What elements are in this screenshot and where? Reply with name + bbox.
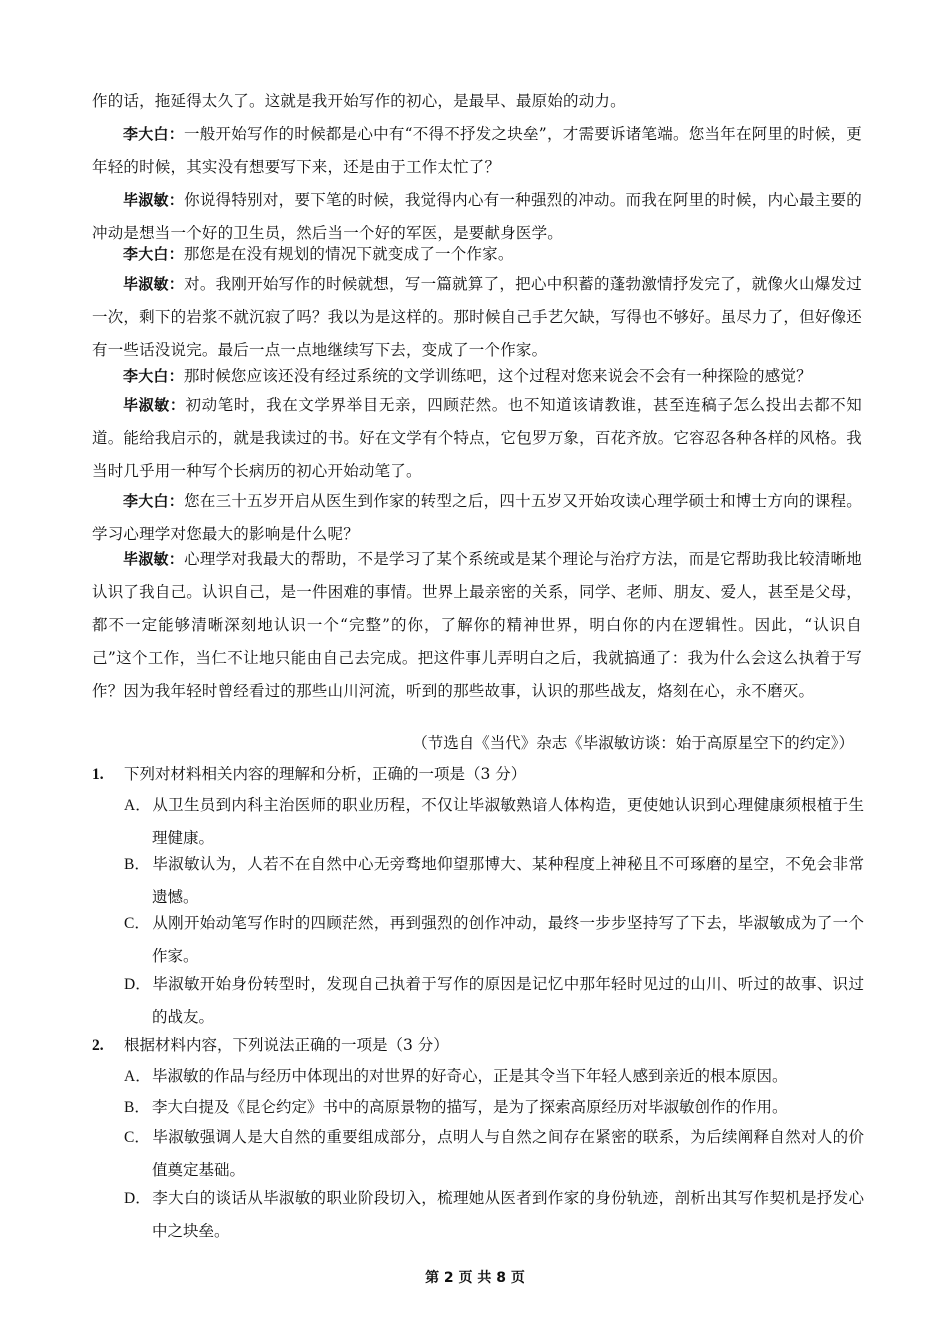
- option-letter: D．: [124, 1190, 151, 1207]
- option-text: 从卫生员到内科主治医师的职业历程，不仅让毕淑敏熟谙人体构造，更使她认识到心理健康须根植于生理健康。: [152, 796, 864, 847]
- option-letter: A．: [124, 1068, 151, 1085]
- option-letter: D．: [124, 976, 151, 993]
- dialogue-paragraph: [92, 268, 862, 367]
- answer-option[interactable]: [124, 1060, 864, 1093]
- option-text: 毕淑敏开始身份转型时，发现自己执着于写作的原因是记忆中那年轻时见过的山川、听过的故事、识过的战友。: [152, 975, 864, 1026]
- answer-option[interactable]: [124, 1121, 864, 1187]
- dialogue-text: 那您是在没有规划的情况下就变成了一个作家。: [183, 245, 514, 263]
- paragraph-text: 作的话，拖延得太久了。这就是我开始写作的初心，是最早、最原始的动力。: [92, 92, 626, 110]
- page-footer: 第 2 页 共 8 页: [425, 1270, 525, 1286]
- answer-option[interactable]: [124, 968, 864, 1034]
- dialogue-text: 您在三十五岁开启从医生到作家的转型之后，四十五岁又开始攻读心理学硕士和博士方向的课程。学习心理学对您最大的影响是什么呢？: [92, 492, 862, 543]
- speaker-label: 李大白：: [123, 367, 184, 385]
- source-citation: （节选自《当代》杂志《毕淑敏访谈：始于高原星空下的约定》）: [412, 734, 854, 752]
- speaker-label: 毕淑敏：: [123, 275, 185, 293]
- dialogue-text: 初动笔时，我在文学界举目无亲，四顾茫然。也不知道该请教谁，甚至连稿子怎么投出去都不知道。能给我启示的，就是我读过的书。好在文学有个特点，它包罗万象，百花齐放。它容忍各种各样的风格。我当时几乎用一种写个长病历的初心开始动笔了。: [92, 396, 862, 480]
- dialogue-paragraph: [92, 485, 862, 551]
- option-text: 毕淑敏认为，人若不在自然中心无旁骛地仰望那博大、某种程度上神秘且不可琢磨的星空，不免会非常遗憾。: [152, 855, 864, 906]
- option-letter: C．: [124, 1129, 150, 1146]
- option-text: 毕淑敏的作品与经历中体现出的对世界的好奇心，正是其令当下年轻人感到亲近的根本原因。: [152, 1067, 788, 1085]
- question-number: 2.: [92, 1037, 104, 1054]
- answer-option[interactable]: [124, 848, 864, 914]
- speaker-label: 毕淑敏：: [123, 396, 186, 414]
- question-number: 1.: [92, 766, 104, 783]
- option-text: 李大白的谈话从毕淑敏的职业阶段切入，梳理她从医者到作家的身份轨迹，剖析出其写作契机是抒发心中之块垒。: [152, 1189, 864, 1240]
- dialogue-paragraph: [92, 118, 862, 184]
- speaker-label: 李大白：: [123, 492, 185, 510]
- dialogue-paragraph: [92, 238, 862, 271]
- answer-option[interactable]: [124, 789, 864, 855]
- dialogue-paragraph: [92, 543, 862, 708]
- speaker-label: 毕淑敏：: [123, 550, 185, 568]
- option-letter: B．: [124, 856, 150, 873]
- option-letter: B．: [124, 1099, 150, 1116]
- dialogue-text: 对。我刚开始写作的时候就想，写一篇就算了，把心中积蓄的蓬勃激情抒发完了，就像火山爆发过一次，剩下的岩浆不就沉寂了吗？我以为是这样的。那时候自己手艺欠缺，写得也不够好。虽尽力了，但好像还有一些话没说完。最后一点一点地继续写下去，变成了一个作家。: [92, 275, 862, 359]
- answer-option[interactable]: [124, 1091, 864, 1124]
- question-stem: 根据材料内容，下列说法正确的一项是（3 分）: [124, 1036, 449, 1054]
- dialogue-text: 心理学对我最大的帮助，不是学习了某个系统或是某个理论与治疗方法，而是它帮助我比较清晰地认识了我自己。认识自己，是一件困难的事情。世界上最亲密的关系，同学、老师、朋友、爱人，甚至是父母，都不一定能够清晰深刻地认识一个“完整”的你，了解你的精神世界，明白你的内在逻辑性。因此，“认识自己”这个工作，当仁不让地只能由自己去完成。把这件事儿弄明白之后，我就搞通了：我为什么会这么执着于写作？因为我年轻时曾经看过的那些山川河流，听到的那些故事，认识的那些战友，烙刻在心，永不磨灭。: [92, 550, 862, 700]
- dialogue-paragraph: [92, 389, 862, 488]
- dialogue-text: 一般开始写作的时候都是心中有“不得不抒发之块垒”，才需要诉诸笔端。您当年在阿里的时候，更年轻的时候，其实没有想要写下来，还是由于工作太忙了？: [92, 125, 862, 176]
- answer-option[interactable]: [124, 1182, 864, 1248]
- speaker-label: 李大白：: [123, 245, 184, 263]
- option-text: 毕淑敏强调人是大自然的重要组成部分，点明人与自然之间存在紧密的联系，为后续阐释自然对人的价值奠定基础。: [152, 1128, 864, 1179]
- answer-option[interactable]: [124, 907, 864, 973]
- option-letter: A．: [124, 797, 151, 814]
- question-stem: 下列对材料相关内容的理解和分析，正确的一项是（3 分）: [124, 765, 527, 783]
- paragraph-continuation: [92, 85, 862, 118]
- speaker-label: 李大白：: [123, 125, 185, 143]
- option-text: 从刚开始动笔写作时的四顾茫然，再到强烈的创作冲动，最终一步步坚持写了下去，毕淑敏成为了一个作家。: [152, 914, 864, 965]
- option-letter: C．: [124, 915, 150, 932]
- dialogue-text: 那时候您应该还没有经过系统的文学训练吧，这个过程对您来说会不会有一种探险的感觉？: [183, 367, 812, 385]
- option-text: 李大白提及《昆仑约定》书中的高原景物的描写，是为了探索高原经历对毕淑敏创作的作用。: [152, 1098, 788, 1116]
- dialogue-text: 你说得特别对，要下笔的时候，我觉得内心有一种强烈的冲动。而我在阿里的时候，内心最主要的冲动是想当一个好的卫生员，然后当一个好的军医，是要献身医学。: [92, 191, 862, 242]
- speaker-label: 毕淑敏：: [123, 191, 185, 209]
